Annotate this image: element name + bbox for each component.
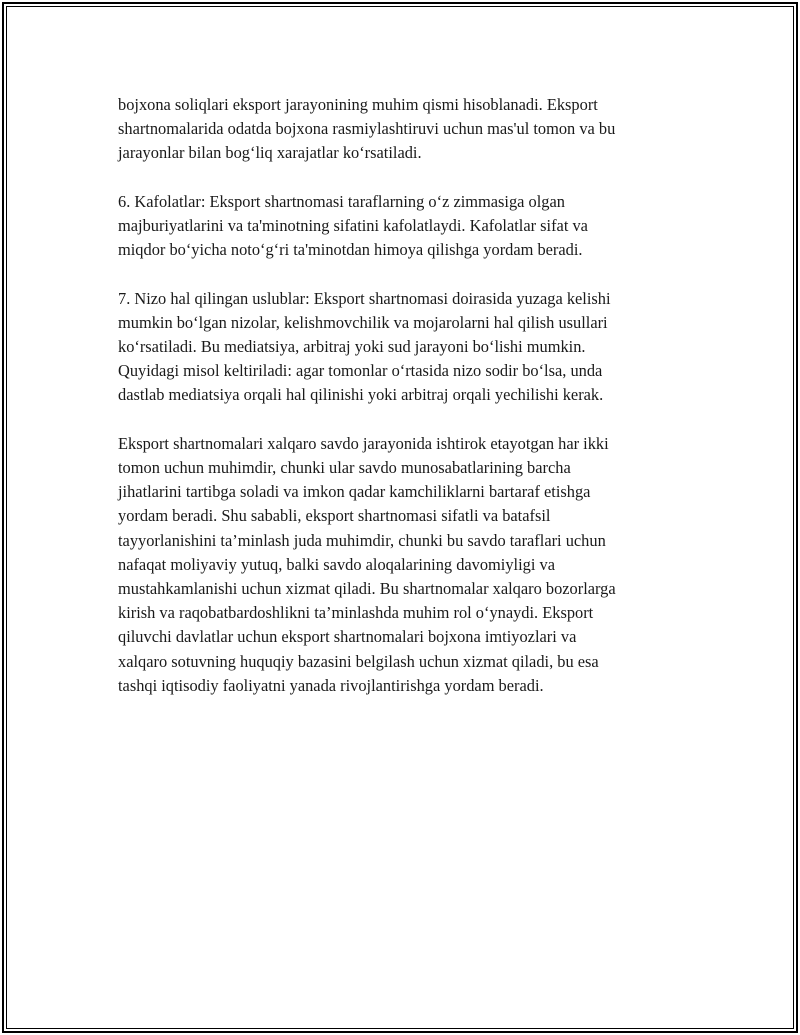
paragraph-conclusion: Eksport shartnomalari xalqaro savdo jarayonida ishtirok etayotgan har ikki tomon uchun muhimdir, chunki ular savdo munosabatlarining barcha jihatlarini tartibga soladi va imkon qadar kamchiliklarni bartaraf etishga yordam beradi. Shu sababli, eksport shartnomasi sifatli va batafsil tayyorlanishini ta’minlash juda muhimdir, chunki bu savdo taraflari uchun nafaqat moliyaviy yutuq, balki savdo aloqalarining davomiyligi va mustahkamlanishi uchun xizmat qiladi. Bu shartnomalar xalqaro bozorlarga kirish va raqobatbardoshlikni ta’minlashda muhim rol o‘ynaydi. Eksport qiluvchi davlatlar uchun eksport shartnomalari bojxona imtiyozlari va xalqaro sotuvning huquqiy bazasini belgilash uchun xizmat qiladi, bu esa tashqi iqtisodiy faoliyatni yanada rivojlantirishga yordam beradi.	[118, 433, 616, 695]
document-body	[118, 93, 678, 722]
paragraph-guarantees: 6. Kafolatlar: Eksport shartnomasi taraflarning o‘z zimmasiga olgan majburiyatlarini va ta'minotning sifatini kafolatlaydi. Kafolatlar sifat va miqdor bo‘yicha noto‘g‘ri ta'minotdan himoya qilishga yordam beradi.	[118, 191, 588, 260]
paragraph-dispute-resolution: 7. Nizo hal qilingan uslublar: Eksport shartnomasi doirasida yuzaga kelishi mumkin bo‘lgan nizolar, kelishmovchilik va mojarolarni hal qilish usullari ko‘rsatiladi. Bu mediatsiya, arbitraj yoki sud jarayoni bo‘lishi mumkin. Quyidagi misol keltiriladi: agar tomonlar o‘rtasida nizo sodir bo‘lsa, unda dastlab mediatsiya orqali hal qilinishi yoki arbitraj orqali yechilishi kerak.	[118, 288, 611, 405]
paragraph-customs-duties: bojxona soliqlari eksport jarayonining muhim qismi hisoblanadi. Eksport shartnomalarida odatda bojxona rasmiylashtiruvi uchun mas'ul tomon va bu jarayonlar bilan bog‘liq xarajatlar ko‘rsatiladi.	[118, 95, 616, 163]
